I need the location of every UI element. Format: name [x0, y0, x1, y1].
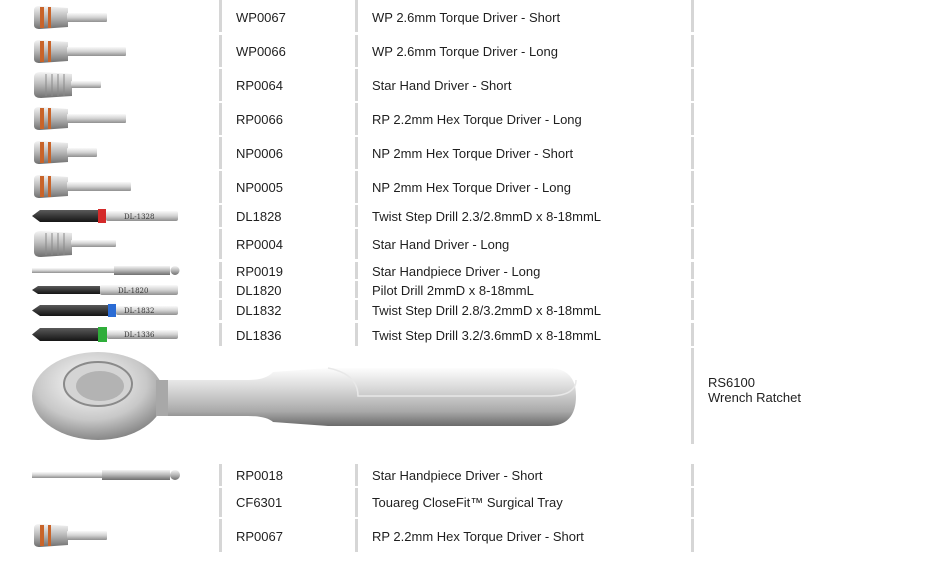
hex-torque-driver-long-icon	[30, 105, 130, 132]
separator-1	[219, 103, 222, 135]
separator-1	[219, 205, 222, 227]
hand-driver-long-icon	[30, 230, 120, 258]
item-description: RP 2.2mm Hex Torque Driver - Short	[372, 529, 584, 544]
item-code: WP0066	[236, 44, 286, 59]
handpiece-driver-long-icon	[30, 263, 182, 278]
torque-driver-long-icon	[30, 38, 130, 65]
item-description: Star Handpiece Driver - Long	[372, 264, 541, 279]
wrench-ratchet-icon	[28, 350, 583, 450]
ratchet-code: RS6100	[708, 375, 755, 390]
separator-3	[691, 488, 694, 517]
twist-step-drill-icon	[30, 325, 182, 344]
svg-text:DL-1820: DL-1820	[118, 287, 149, 295]
separator-3	[691, 229, 694, 259]
separator-3	[691, 69, 694, 101]
separator-1	[219, 323, 222, 346]
separator-2	[355, 300, 358, 320]
item-code: RP0064	[236, 78, 283, 93]
separator-3	[691, 348, 694, 444]
separator-3	[691, 0, 694, 32]
item-code: DL1832	[236, 303, 282, 318]
separator-2	[355, 137, 358, 169]
separator-2	[355, 103, 358, 135]
item-description: Twist Step Drill 3.2/3.6mmD x 8-18mmL	[372, 328, 602, 343]
item-code: NP0006	[236, 146, 283, 161]
separator-1	[219, 229, 222, 259]
separator-2	[355, 205, 358, 227]
item-code: RP0067	[236, 529, 283, 544]
separator-2	[355, 464, 358, 486]
separator-1	[219, 281, 222, 298]
item-code: WP0067	[236, 10, 286, 25]
separator-3	[691, 137, 694, 169]
item-description: WP 2.6mm Torque Driver - Long	[372, 44, 558, 59]
item-description: Star Hand Driver - Long	[372, 237, 510, 252]
separator-3	[691, 262, 694, 279]
separator-3	[691, 464, 694, 486]
separator-3	[691, 103, 694, 135]
separator-3	[691, 519, 694, 552]
item-code: DL1836	[236, 328, 282, 343]
separator-2	[355, 262, 358, 279]
item-code: RP0019	[236, 264, 283, 279]
separator-1	[219, 464, 222, 486]
ratchet-description: Wrench Ratchet	[708, 390, 801, 405]
separator-2	[355, 35, 358, 67]
separator-2	[355, 0, 358, 32]
separator-3	[691, 281, 694, 298]
separator-3	[691, 205, 694, 227]
svg-text:DL-1832: DL-1832	[124, 307, 155, 315]
item-description: Twist Step Drill 2.8/3.2mmD x 8-18mmL	[372, 303, 602, 318]
item-code: RP0004	[236, 237, 283, 252]
separator-2	[355, 69, 358, 101]
torque-driver-short-icon	[30, 4, 110, 31]
separator-1	[219, 171, 222, 203]
item-description: WP 2.6mm Torque Driver - Short	[372, 10, 561, 25]
pilot-drill-icon	[30, 283, 182, 297]
item-code: DL1820	[236, 283, 282, 298]
separator-2	[355, 488, 358, 517]
separator-1	[219, 0, 222, 32]
hex-torque-driver-long-icon	[30, 173, 135, 200]
item-code: RP0018	[236, 468, 283, 483]
item-description: Star Hand Driver - Short	[372, 78, 512, 93]
hex-torque-driver-short-icon	[30, 139, 105, 166]
separator-1	[219, 300, 222, 320]
separator-2	[355, 323, 358, 346]
separator-1	[219, 69, 222, 101]
twist-step-drill-icon	[30, 302, 182, 319]
item-description: Pilot Drill 2mmD x 8-18mmL	[372, 283, 534, 298]
twist-step-drill-icon	[30, 207, 182, 225]
separator-1	[219, 488, 222, 517]
hand-driver-short-icon	[30, 71, 105, 99]
item-code: CF6301	[236, 495, 283, 510]
item-description: Star Handpiece Driver - Short	[372, 468, 543, 483]
item-code: DL1828	[236, 209, 282, 224]
handpiece-driver-short-icon	[30, 467, 182, 483]
separator-1	[219, 35, 222, 67]
item-description: Twist Step Drill 2.3/2.8mmD x 8-18mmL	[372, 209, 602, 224]
separator-3	[691, 35, 694, 67]
item-description: NP 2mm Hex Torque Driver - Short	[372, 146, 574, 161]
item-description: RP 2.2mm Hex Torque Driver - Long	[372, 112, 582, 127]
separator-1	[219, 519, 222, 552]
svg-text:DL-1336: DL-1336	[124, 331, 155, 339]
separator-2	[355, 229, 358, 259]
separator-3	[691, 300, 694, 320]
separator-3	[691, 171, 694, 203]
separator-1	[219, 137, 222, 169]
item-description: NP 2mm Hex Torque Driver - Long	[372, 180, 571, 195]
separator-2	[355, 519, 358, 552]
separator-2	[355, 281, 358, 298]
separator-2	[355, 171, 358, 203]
hex-torque-driver-short-icon	[30, 522, 110, 549]
item-code: RP0066	[236, 112, 283, 127]
svg-text:DL-1328: DL-1328	[124, 213, 155, 221]
item-code: NP0005	[236, 180, 283, 195]
separator-3	[691, 323, 694, 346]
item-description: Touareg CloseFit™ Surgical Tray	[372, 495, 563, 510]
separator-1	[219, 262, 222, 279]
